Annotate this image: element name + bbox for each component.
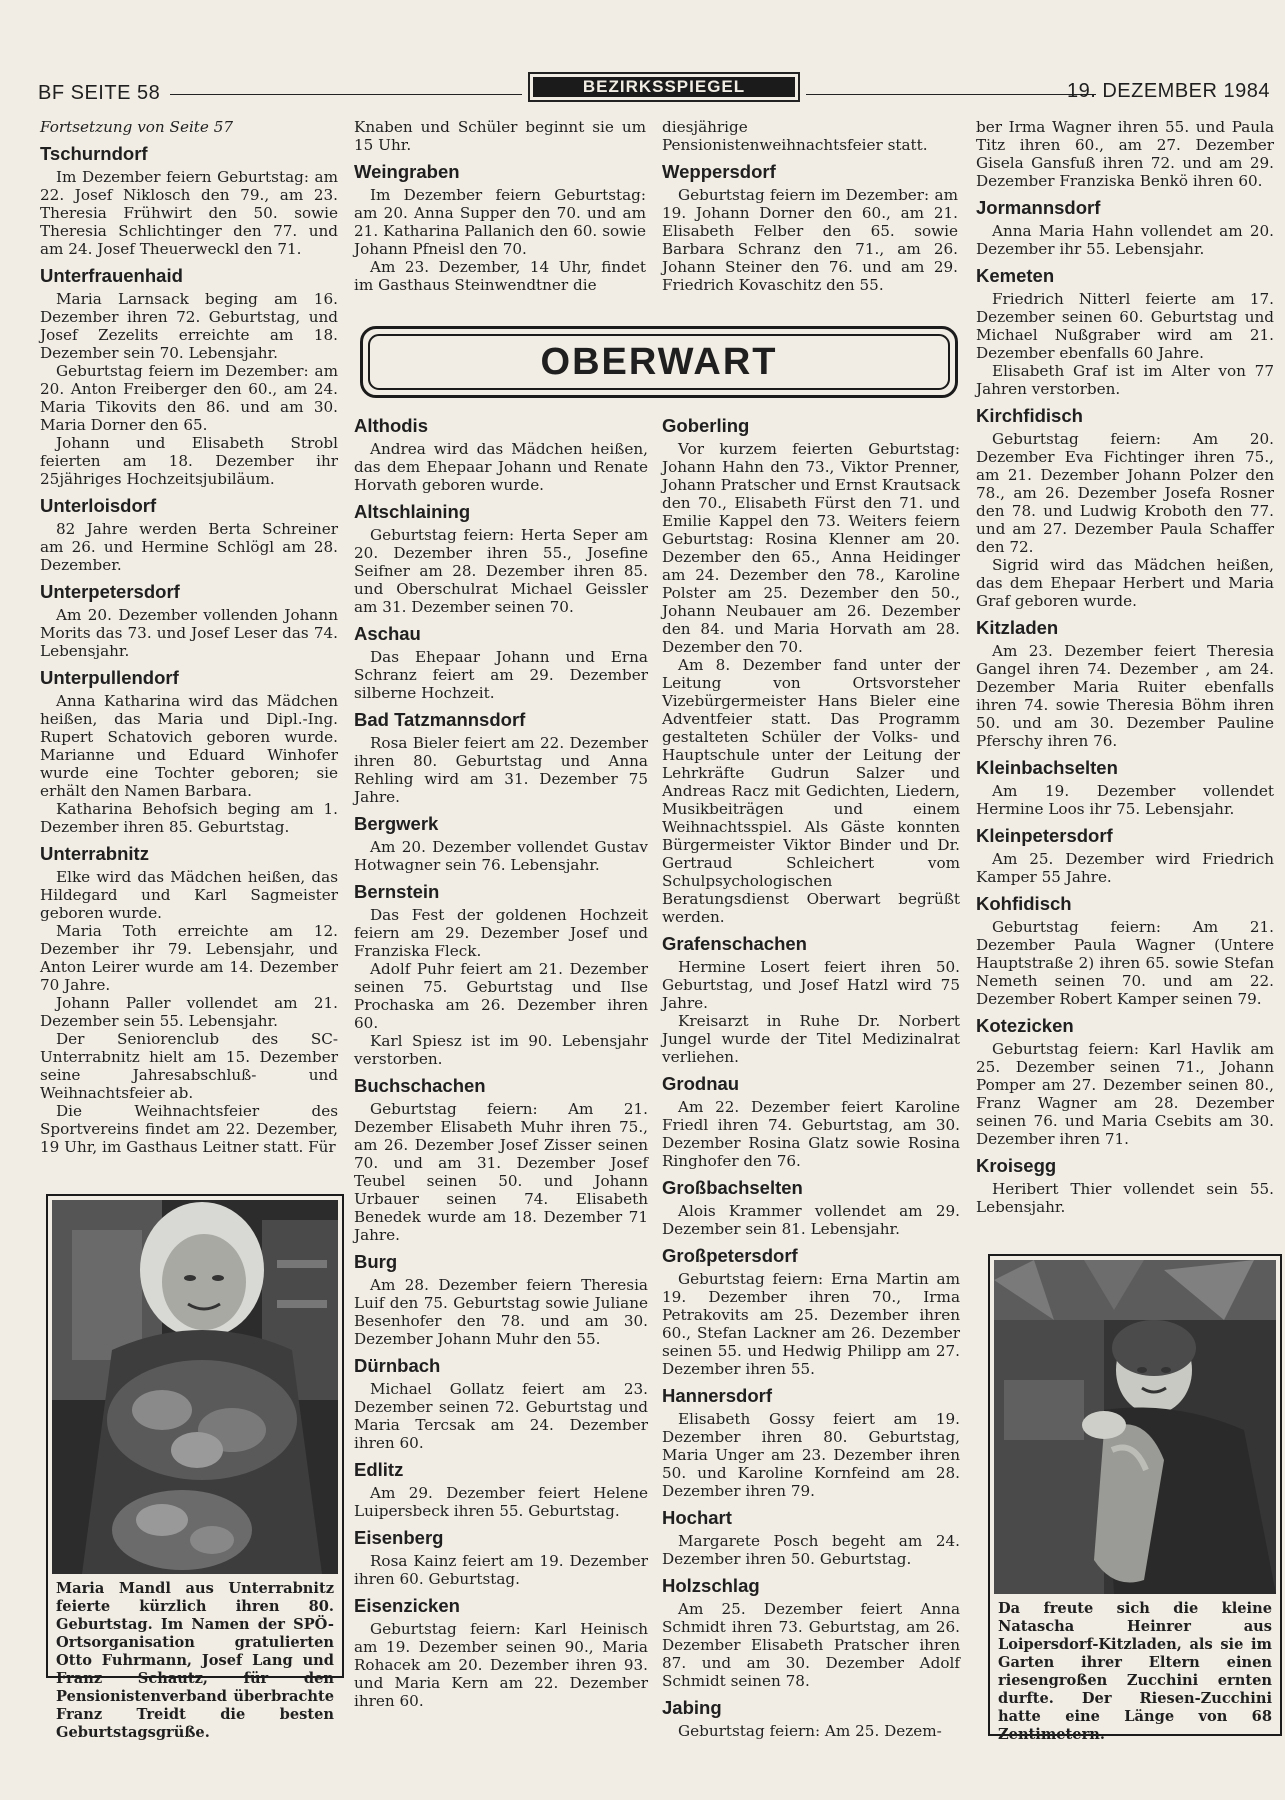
section-heading: Grafenschachen bbox=[662, 933, 807, 954]
section-heading: Kitzladen bbox=[976, 617, 1059, 638]
paragraph: Das Ehepaar Johann und Erna Schranz feiert am 29. Dezember silberne Hochzeit. bbox=[354, 648, 648, 702]
section-heading: Grodnau bbox=[662, 1073, 740, 1094]
paragraph: Am 29. Dezember feiert Helene Luipersbeck ihren 55. Geburtstag. bbox=[354, 1484, 648, 1520]
page-number: BF SEITE 58 bbox=[38, 82, 161, 104]
section-heading: Unterloisdorf bbox=[40, 495, 157, 516]
paragraph: Andrea wird das Mädchen heißen, das dem Ehepaar Johann und Renate Horvath geboren wurde. bbox=[354, 440, 648, 494]
paragraph: Maria Toth erreichte am 12. Dezember ihr 79. Lebensjahr, und Anton Leirer wurde am 14. Dezember 70 Jahre. bbox=[40, 922, 338, 994]
page-header bbox=[38, 72, 1270, 106]
section-heading: Unterrabnitz bbox=[40, 843, 149, 864]
paragraph: Am 25. Dezember wird Friedrich Kamper 55 Jahre. bbox=[976, 850, 1274, 886]
section-label-box bbox=[528, 72, 800, 102]
section-heading: Aschau bbox=[354, 623, 421, 644]
section-heading: Dürnbach bbox=[354, 1355, 441, 1376]
photo-box-right bbox=[988, 1254, 1282, 1743]
column-3-top bbox=[662, 118, 958, 294]
column-2 bbox=[354, 408, 648, 1710]
paragraph: Am 28. Dezember feiern Theresia Luif den 75. Geburtstag sowie Juliane Besenhofer den 78. und am 30. Dezember Johann Muhr den 55. bbox=[354, 1276, 648, 1348]
paragraph: Der Seniorenclub des SC-Unterrabnitz hielt am 15. Dezember seine Jahresabschluß- und Weihnachtsfeier ab. bbox=[40, 1030, 338, 1102]
paragraph: Anna Maria Hahn vollendet am 20. Dezember ihr 55. Lebensjahr. bbox=[976, 222, 1274, 258]
paragraph: Friedrich Nitterl feierte am 17. Dezember seinen 60. Geburtstag und Michael Nußgraber wird am 21. Dezember ebenfalls 60 Jahre. bbox=[976, 290, 1274, 362]
section-heading: Kotezicken bbox=[976, 1015, 1074, 1036]
paragraph: Am 8. Dezember fand unter der Leitung von Ortsvorsteher Vizebürgermeister Hans Bieler eine Adventfeier statt. Das Programm gestalteten Schüler der Volks- und Hauptschule unter der Leitung der Lehrkräfte Gudrun Salzer und Andreas Racz mit Gedichten, Liedern, Musikbeiträgen und einem Weihnachtsspiel. Als Gäste konnten Bürgermeister Viktor Binder und Dr. Gertraud Schleichert vom Schulpsychologischen Beratungsdienst Oberwart begrüßt werden. bbox=[662, 656, 960, 926]
issue-date: 19. DEZEMBER 1984 bbox=[1066, 80, 1270, 102]
paragraph: Am 20. Dezember vollenden Johann Morits das 73. und Josef Leser das 74. Lebensjahr. bbox=[40, 606, 338, 660]
paragraph: Alois Krammer vollendet am 29. Dezember sein 81. Lebensjahr. bbox=[662, 1202, 960, 1238]
paragraph: Das Fest der goldenen Hochzeit feiern am 29. Dezember Josef und Franziska Fleck. bbox=[354, 906, 648, 960]
section-heading: Unterpetersdorf bbox=[40, 581, 180, 602]
paragraph: Im Dezember feiern Geburtstag: am 20. Anna Supper den 70. und am 21. Katharina Pallanich den 60. sowie Johann Pfneisl den 70. bbox=[354, 186, 646, 258]
region-banner bbox=[360, 326, 958, 398]
section-heading: Jabing bbox=[662, 1697, 722, 1718]
paragraph: Anna Katharina wird das Mädchen heißen, das Maria und Dipl.-Ing. Rupert Schatovich geboren wurde. Marianne und Eduard Winhofer wurde eine Tochter geboren; sie erhält den Namen Barbara. bbox=[40, 692, 338, 800]
paragraph: Die Weihnachtsfeier des Sportvereins findet am 22. Dezember, 19 Uhr, im Gasthaus Leitner statt. Für bbox=[40, 1102, 338, 1156]
section-heading: Eisenzicken bbox=[354, 1595, 460, 1616]
paragraph: Heribert Thier vollendet sein 55. Lebensjahr. bbox=[976, 1180, 1274, 1216]
section-heading: Kleinpetersdorf bbox=[976, 825, 1113, 846]
photo-box-left bbox=[46, 1194, 344, 1741]
section-heading: Weppersdorf bbox=[662, 161, 776, 182]
section-heading: Althodis bbox=[354, 415, 428, 436]
paragraph: Sigrid wird das Mädchen heißen, das dem Ehepaar Herbert und Maria Graf geboren wurde. bbox=[976, 556, 1274, 610]
paragraph: Maria Larnsack beging am 16. Dezember ihren 72. Geburtstag, und Josef Zezelits erreichte am 18. Dezember sein 70. Lebensjahr. bbox=[40, 290, 338, 362]
section-heading: Burg bbox=[354, 1251, 398, 1272]
paragraph: diesjährige Pensionistenweihnachtsfeier statt. bbox=[662, 118, 928, 154]
column-2-top bbox=[354, 118, 646, 294]
section-label: BEZIRKSSPIEGEL bbox=[533, 77, 795, 97]
section-heading: Altschlaining bbox=[354, 501, 471, 522]
paragraph: Geburtstag feiern: Erna Martin am 19. Dezember ihren 70., Irma Petrakovits am 25. Dezember ihren 60., Stefan Lackner am 26. Dezember seinen 55. und Hedwig Philipp am 27. Dezember ihren 55. bbox=[662, 1270, 960, 1378]
paragraph: Adolf Puhr feiert am 21. Dezember seinen 75. Geburtstag und Ilse Prochaska am 26. Dezember ihren 60. bbox=[354, 960, 648, 1032]
section-heading: Tschurndorf bbox=[40, 143, 148, 164]
section-heading: Eisenberg bbox=[354, 1527, 444, 1548]
paragraph: Geburtstag feiern: Herta Seper am 20. Dezember ihren 55., Josefine Seifner am 28. Dezember ihren 85. und Oberschulrat Michael Geissler am 31. Dezember seinen 70. bbox=[354, 526, 648, 616]
section-heading: Bergwerk bbox=[354, 813, 439, 834]
section-heading: Kemeten bbox=[976, 265, 1055, 286]
paragraph: Geburtstag feiern: Am 21. Dezember Elisabeth Muhr ihren 75., am 26. Dezember Josef Zisser seinen 70. und am 31. Dezember Josef Teubel seinen 50. und Johann Urbauer seinen 74. Elisabeth Benedek wurde am 18. Dezember 71 Jahre. bbox=[354, 1100, 648, 1244]
photo-child-zucchini bbox=[994, 1260, 1276, 1594]
paragraph: Kreisarzt in Ruhe Dr. Norbert Jungel wurde der Titel Medizinalrat verliehen. bbox=[662, 1012, 960, 1066]
paragraph: Am 25. Dezember feiert Anna Schmidt ihren 73. Geburtstag, am 26. Dezember Elisabeth Pratscher ihren 87. und am 30. Dezember Adolf Schmidt seinen 78. bbox=[662, 1600, 960, 1690]
paragraph: Knaben und Schüler beginnt sie um 15 Uhr. bbox=[354, 118, 646, 154]
paragraph: Geburtstag feiern: Karl Havlik am 25. Dezember seinen 71., Johann Pomper am 27. Dezember seinen 80., Franz Wagner am 28. Dezember seinen 76. und Maria Csebits am 30. Dezember ihren 71. bbox=[976, 1040, 1274, 1148]
section-heading: Unterfrauenhaid bbox=[40, 265, 183, 286]
photo-child-zucchini-image bbox=[994, 1260, 1276, 1594]
column-1 bbox=[40, 118, 338, 1156]
section-heading: Edlitz bbox=[354, 1459, 404, 1480]
section-heading: Unterpullendorf bbox=[40, 667, 179, 688]
paragraph: Elke wird das Mädchen heißen, das Hildegard und Karl Sagmeister geboren wurde. bbox=[40, 868, 338, 922]
paragraph: Johann Paller vollendet am 21. Dezember sein 55. Lebensjahr. bbox=[40, 994, 338, 1030]
paragraph: ber Irma Wagner ihren 55. und Paula Titz ihren 60., am 27. Dezember Gisela Gansfuß ihren 72. und am 29. Dezember Franziska Benkö ihren 60. bbox=[976, 118, 1274, 190]
section-heading: Großpetersdorf bbox=[662, 1245, 798, 1266]
paragraph: Am 22. Dezember feiert Karoline Friedl ihren 74. Geburtstag, am 30. Dezember Rosina Glatz sowie Rosina Ringhofer den 76. bbox=[662, 1098, 960, 1170]
paragraph: 82 Jahre werden Berta Schreiner am 26. und Hermine Schlögl am 28. Dezember. bbox=[40, 520, 338, 574]
paragraph: Am 20. Dezember vollendet Gustav Hotwagner sein 76. Lebensjahr. bbox=[354, 838, 648, 874]
paragraph: Am 23. Dezember, 14 Uhr, findet im Gasthaus Steinwendtner die bbox=[354, 258, 646, 294]
header-rule-left bbox=[170, 94, 522, 95]
continuation-note: Fortsetzung von Seite 57 bbox=[40, 118, 234, 136]
section-heading: Großbachselten bbox=[662, 1177, 803, 1198]
section-heading: Kleinbachselten bbox=[976, 757, 1118, 778]
paragraph: Elisabeth Gossy feiert am 19. Dezember ihren 80. Geburtstag, Maria Unger am 23. Dezember ihren 50. und Karoline Kornfeind am 28. Dezember ihren 79. bbox=[662, 1410, 960, 1500]
header-rule-right bbox=[806, 94, 1096, 95]
paragraph: Geburtstag feiern im Dezember: am 19. Johann Dorner den 60., am 21. Elisabeth Felber den 65. sowie Barbara Schranz den 71., am 26. Johann Steiner den 76. und am 29. Friedrich Kovaschitz den 55. bbox=[662, 186, 958, 294]
photo-caption: Da freute sich die kleine Natascha Heinrer aus Loipersdorf-Kitzladen, als sie im Garten ihrer Eltern einen riesengroßen Zucchini ernten durfte. Der Riesen-Zucchini hatte eine Länge von 68 Zentimetern. bbox=[998, 1600, 1272, 1743]
section-heading: Kohfidisch bbox=[976, 893, 1072, 914]
section-heading: Bernstein bbox=[354, 881, 440, 902]
section-heading: Kirchfidisch bbox=[976, 405, 1083, 426]
section-heading: Hannersdorf bbox=[662, 1385, 772, 1406]
paragraph: Geburtstag feiern im Dezember: am 20. Anton Freiberger den 60., am 24. Maria Tikovits den 86. und am 30. Maria Dorner den 65. bbox=[40, 362, 338, 434]
section-heading: Buchschachen bbox=[354, 1075, 486, 1096]
paragraph: Geburtstag feiern: Am 20. Dezember Eva Fichtinger ihren 75., am 21. Dezember Johann Polzer den 78., am 26. Dezember Josefa Rosner den 78. und Ludwig Kroboth den 77. und am 27. Dezember Paula Schaffer den 72. bbox=[976, 430, 1274, 556]
region-banner-title: OBERWART bbox=[368, 334, 950, 390]
photo-caption: Maria Mandl aus Unterrabnitz feierte kürzlich ihren 80. Geburtstag. Im Namen der SPÖ-Ortsorganisation gratulierten Otto Fuhrmann, Josef Lang und Franz Schautz, für den Pensionistenverband überbrachte Franz Treidt die besten Geburtstagsgrüße. bbox=[56, 1580, 334, 1741]
paragraph: Katharina Behofsich beging am 1. Dezember ihren 85. Geburtstag. bbox=[40, 800, 338, 836]
section-heading: Kroisegg bbox=[976, 1155, 1057, 1176]
paragraph: Geburtstag feiern: Karl Heinisch am 19. Dezember seinen 90., Maria Rohacek am 20. Dezember ihren 93. und Maria Kern am 22. Dezember ihren 60. bbox=[354, 1620, 648, 1710]
paragraph: Rosa Bieler feiert am 22. Dezember ihren 80. Geburtstag und Anna Rehling wird am 31. Dezember 75 Jahre. bbox=[354, 734, 648, 806]
paragraph: Hermine Losert feiert ihren 50. Geburtstag, und Josef Hatzl wird 75 Jahre. bbox=[662, 958, 960, 1012]
photo-elderly-woman bbox=[52, 1200, 338, 1574]
section-heading: Jormannsdorf bbox=[976, 197, 1101, 218]
paragraph: Karl Spiesz ist im 90. Lebensjahr verstorben. bbox=[354, 1032, 648, 1068]
paragraph: Am 23. Dezember feiert Theresia Gangel ihren 74. Dezember , am 24. Dezember Maria Ruiter ebenfalls ihren 74. sowie Theresia Böhm ihren 50. und am 30. Dezember Pauline Pferschy ihren 76. bbox=[976, 642, 1274, 750]
paragraph: Johann und Elisabeth Strobl feierten am 18. Dezember ihr 25jähriges Hochzeitsjubiläum. bbox=[40, 434, 338, 488]
paragraph: Geburtstag feiern: Am 21. Dezember Paula Wagner (Untere Hauptstraße 2) ihren 65. sowie Stefan Nemeth seinen 70. und am 22. Dezember Robert Kamper seinen 79. bbox=[976, 918, 1274, 1008]
section-heading: Bad Tatzmannsdorf bbox=[354, 709, 526, 730]
column-4 bbox=[976, 118, 1274, 1216]
paragraph: Am 19. Dezember vollendet Hermine Loos ihr 75. Lebensjahr. bbox=[976, 782, 1274, 818]
section-heading: Goberling bbox=[662, 415, 750, 436]
paragraph: Elisabeth Graf ist im Alter von 77 Jahren verstorben. bbox=[976, 362, 1274, 398]
section-heading: Weingraben bbox=[354, 161, 460, 182]
paragraph: Michael Gollatz feiert am 23. Dezember seinen 72. Geburtstag und Maria Tercsak am 24. Dezember ihren 60. bbox=[354, 1380, 648, 1452]
paragraph: Geburtstag feiern: Am 25. Dezem- bbox=[678, 1722, 942, 1740]
section-heading: Holzschlag bbox=[662, 1575, 760, 1596]
section-heading: Hochart bbox=[662, 1507, 732, 1528]
paragraph: Rosa Kainz feiert am 19. Dezember ihren 60. Geburtstag. bbox=[354, 1552, 648, 1588]
column-3 bbox=[662, 408, 960, 1740]
photo-elderly-woman-image bbox=[52, 1200, 338, 1574]
paragraph: Im Dezember feiern Geburtstag: am 22. Josef Niklosch den 79., am 23. Theresia Frühwirt den 50. sowie Theresia Schlichtinger den 77. und am 24. Josef Theuerweckl den 71. bbox=[40, 168, 338, 258]
paragraph: Vor kurzem feierten Geburtstag: Johann Hahn den 73., Viktor Prenner, Johann Pratscher und Ernst Krautsack den 70., Elisabeth Fürst den 71. und Emilie Kappel den 73. Weiters feiern Geburtstag: Rosina Klenner am 20. Dezember den 65., Anna Heidinger am 24. Dezember den 78., Karoline Polster am 25. Dezember den 50., Johann Neubauer am 26. Dezember den 84. und Maria Horvath am 28. Dezember den 70. bbox=[662, 440, 960, 656]
paragraph: Margarete Posch begeht am 24. Dezember ihren 50. Geburtstag. bbox=[662, 1532, 960, 1568]
